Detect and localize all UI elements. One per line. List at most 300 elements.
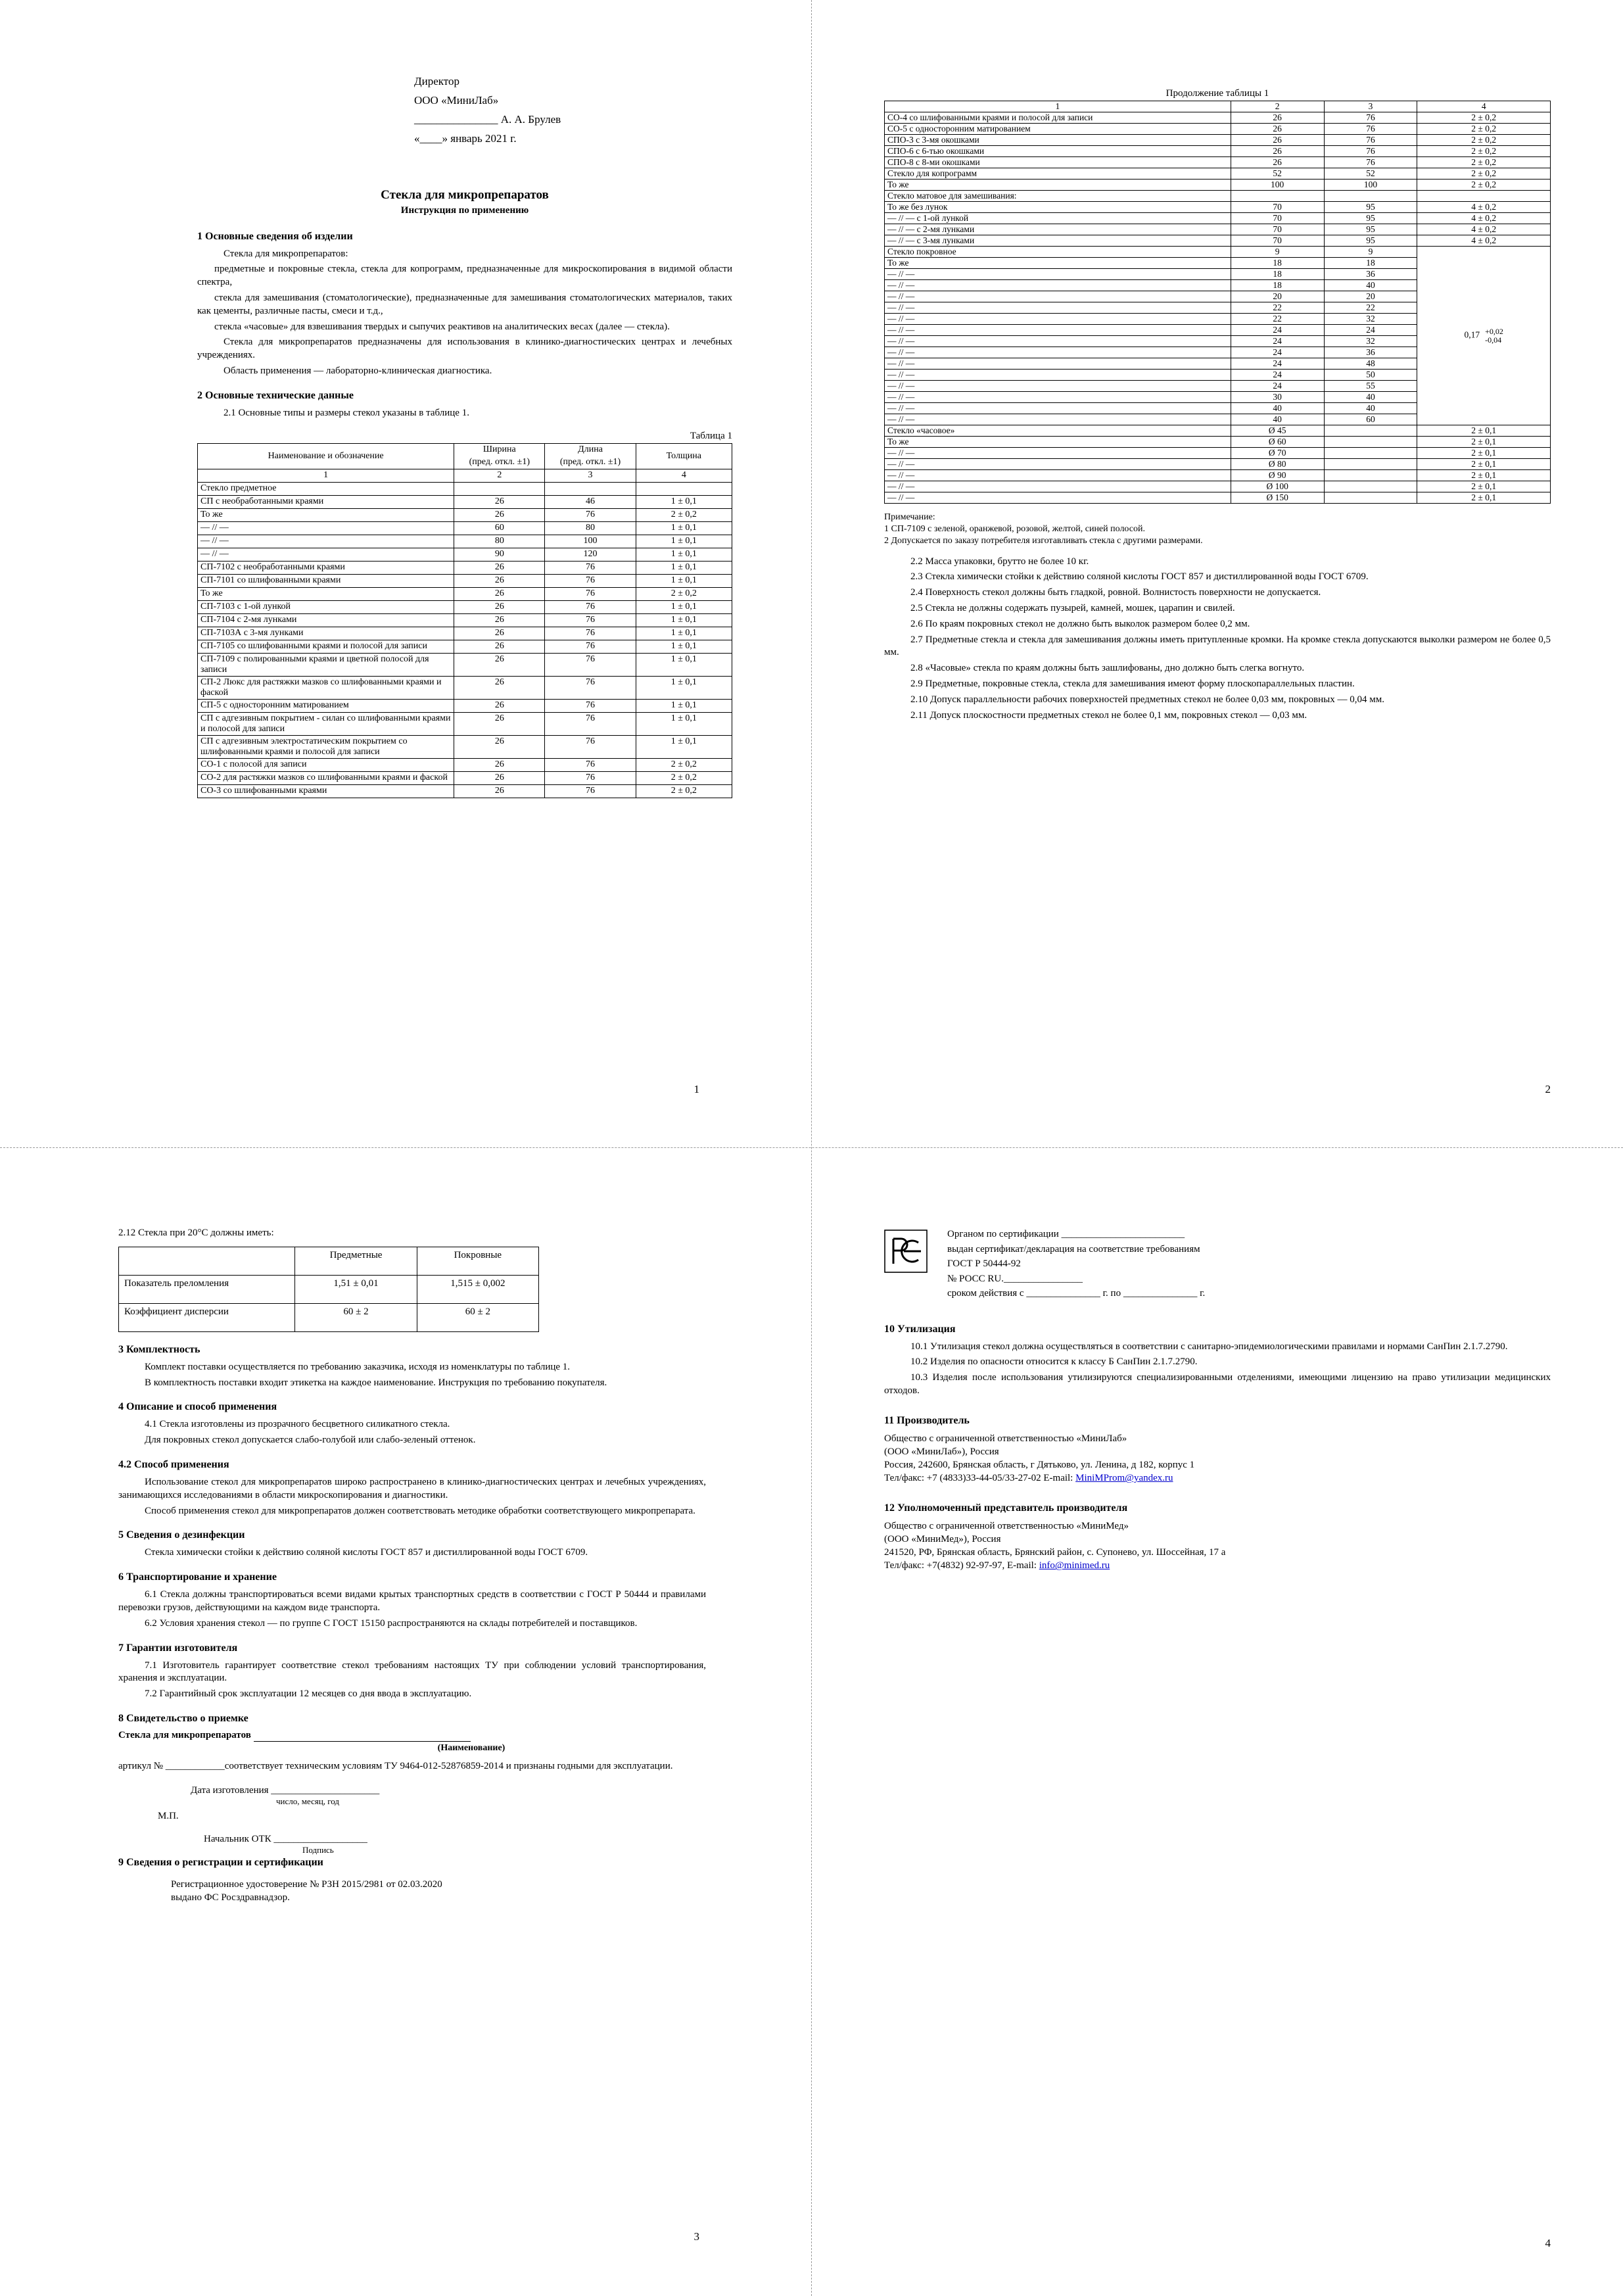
cell-name: СП с адгезивным покрытием - силан со шлифованными краями и полосой для записи xyxy=(198,712,454,735)
manufacturer-line-1: Общество с ограниченной ответственностью «МиниЛаб» xyxy=(884,1433,1127,1444)
cell-width: 24 xyxy=(1231,358,1324,370)
cell-length: 76 xyxy=(545,735,636,758)
section-2-title: 2 Основные технические данные xyxy=(197,389,354,401)
cell-length: 52 xyxy=(1324,168,1417,179)
th-length-2: (пред. откл. ±1) xyxy=(545,456,636,469)
numrow-2: 2 xyxy=(454,469,545,482)
otk-label: Начальник ОТК ___________________ xyxy=(204,1833,367,1844)
cell-length xyxy=(1324,492,1417,504)
cell-width: 26 xyxy=(454,712,545,735)
table-row xyxy=(885,202,1551,213)
cell-length: 46 xyxy=(545,495,636,508)
cell-width: 24 xyxy=(1231,370,1324,381)
cell-name: — // — с 3-мя лунками xyxy=(885,235,1231,247)
table-row xyxy=(198,735,732,758)
page-number-2: 2 xyxy=(1545,1083,1551,1095)
cell-name: — // — xyxy=(885,302,1231,314)
cell-width: 40 xyxy=(1231,414,1324,425)
cell-thickness: 1 ± 0,1 xyxy=(636,653,732,676)
section-12-title: 12 Уполномоченный представитель производителя xyxy=(884,1502,1128,1514)
cell-length: 76 xyxy=(545,712,636,735)
cell-length: 76 xyxy=(1324,146,1417,157)
table-row xyxy=(885,101,1551,112)
cell-name: То же xyxy=(198,508,454,521)
cell-length xyxy=(1324,437,1417,448)
cell-thickness: 2 ± 0,2 xyxy=(636,784,732,798)
cell-name: — // — xyxy=(885,280,1231,291)
cell-thickness: 4 ± 0,2 xyxy=(1417,213,1551,224)
page-4 xyxy=(812,1148,1623,2296)
numrow-4: 4 xyxy=(636,469,732,482)
section-1-para-2: предметные и покровные стекла, стекла для копрограмм, предназначенные для микроскопирования в видимой области спектра, xyxy=(197,264,732,288)
section-1-para-1: Стекла для микропрепаратов: xyxy=(223,248,348,259)
representative-email-link[interactable]: info@minimed.ru xyxy=(1039,1560,1110,1571)
cell-thickness: 2 ± 0,2 xyxy=(636,508,732,521)
section-title: 6 Транспортирование и хранение xyxy=(118,1571,277,1583)
cell-thickness: 2 ± 0,2 xyxy=(1417,146,1551,157)
para-10-2: 10.2 Изделия по опасности относится к классу Б СанПин 2.1.7.2790. xyxy=(910,1356,1198,1368)
cell-length: 120 xyxy=(545,548,636,561)
cell-name: СО-2 для растяжки мазков со шлифованными краями и фаской xyxy=(198,771,454,784)
cell-width: 26 xyxy=(1231,157,1324,168)
table-row xyxy=(119,1303,539,1331)
registration-line-2: выдано ФС Росздравнадзор. xyxy=(171,1892,290,1903)
table-row xyxy=(198,771,732,784)
cell-width: Ø 70 xyxy=(1231,448,1324,459)
header-line-1: Директор xyxy=(414,75,459,87)
cell-width: 26 xyxy=(454,699,545,712)
page2-paragraphs xyxy=(884,556,1551,723)
para-2-11: 2.11 Допуск плоскостности предметных стекол не более 0,1 мм, покровных стекол — 0,03 мм. xyxy=(910,709,1307,721)
page-number-3: 3 xyxy=(694,2230,699,2243)
table-row xyxy=(198,640,732,653)
cell-thickness: 1 ± 0,1 xyxy=(636,735,732,758)
cell-name: СП-7105 со шлифованными краями и полосой для записи xyxy=(198,640,454,653)
section-title: 7 Гарантии изготовителя xyxy=(118,1642,238,1654)
note-title: Примечание: xyxy=(884,512,935,522)
cell-width: Ø 90 xyxy=(1231,470,1324,481)
cell-thickness: 1 ± 0,1 xyxy=(636,561,732,574)
table-1 xyxy=(197,443,732,798)
cell-thickness: 2 ± 0,1 xyxy=(1417,481,1551,492)
cell-name: То же без лунок xyxy=(885,202,1231,213)
cell-length: 36 xyxy=(1324,347,1417,358)
th-empty xyxy=(119,1247,295,1275)
cell-name: — // — xyxy=(885,459,1231,470)
cell-name: СО-1 с полосой для записи xyxy=(198,758,454,771)
section-title: 4 Описание и способ применения xyxy=(118,1401,277,1413)
cell-property: Коэффициент дисперсии xyxy=(119,1303,295,1331)
cell-width: 22 xyxy=(1231,314,1324,325)
section-paragraph: Комплект поставки осуществляется по требованию заказчика, исходя из номенклатуры по таблице 1. xyxy=(145,1361,571,1372)
representative-line-4 xyxy=(884,1559,1551,1572)
cell-name: — // — xyxy=(885,392,1231,403)
table-row xyxy=(885,179,1551,191)
cell-width: 18 xyxy=(1231,280,1324,291)
section-paragraph: Стекла химически стойки к действию соляной кислоты ГОСТ 857 и дистиллированной воды ГОСТ 6709. xyxy=(145,1547,588,1558)
cell-name: — // — xyxy=(885,291,1231,302)
cell-name: — // — xyxy=(198,521,454,535)
table-row xyxy=(198,521,732,535)
cell-length: 32 xyxy=(1324,336,1417,347)
cell-width: Ø 100 xyxy=(1231,481,1324,492)
cell-thickness: 2 ± 0,2 xyxy=(636,758,732,771)
thickness-tolerance-minus: -0,04 xyxy=(1485,335,1502,345)
page-number-4: 4 xyxy=(1545,2237,1551,2249)
representative-phone: Тел/факс: +7(4832) 92-97-97, E-mail: xyxy=(884,1560,1039,1571)
numrow-1: 1 xyxy=(198,469,454,482)
cell-length: 76 xyxy=(545,653,636,676)
acceptance-caption: (Наименование) xyxy=(437,1742,506,1753)
table-row xyxy=(198,600,732,613)
cell-length xyxy=(1324,448,1417,459)
cell-width: 18 xyxy=(1231,269,1324,280)
cell-name: СПО-8 с 8-ми окошками xyxy=(885,157,1231,168)
table1-caption: Таблица 1 xyxy=(690,430,732,441)
cell-length: 76 xyxy=(545,627,636,640)
cell-length: 18 xyxy=(1324,258,1417,269)
cell-width: 24 xyxy=(1231,336,1324,347)
cell-thickness: 1 ± 0,1 xyxy=(636,676,732,699)
cell-name: Стекло «часовое» xyxy=(885,425,1231,437)
cell-width: 26 xyxy=(454,758,545,771)
representative-line-1: Общество с ограниченной ответственностью «МиниМед» xyxy=(884,1520,1129,1531)
cell-thickness: 4 ± 0,2 xyxy=(1417,235,1551,247)
section-paragraph: Способ применения стекол для микропрепаратов должен соответствовать методике обработки соответствующего микропрепарата. xyxy=(145,1505,695,1516)
cell-thickness: 1 ± 0,1 xyxy=(636,548,732,561)
note-2: 2 Допускается по заказу потребителя изготавливать стекла с другими размерами. xyxy=(884,536,1203,546)
table-row xyxy=(198,574,732,587)
cell-name: — // — xyxy=(885,414,1231,425)
cell-length: 76 xyxy=(545,758,636,771)
cell-length: 76 xyxy=(545,508,636,521)
cell-thickness: 1 ± 0,1 xyxy=(636,495,732,508)
cell-width: 70 xyxy=(1231,213,1324,224)
cell-width: 9 xyxy=(1231,247,1324,258)
table-row xyxy=(885,247,1551,258)
section-1-para-5: Стекла для микропрепаратов предназначены для использования в клинико-диагностических центрах и лечебных учреждениях. xyxy=(197,337,732,361)
table1-cont-caption: Продолжение таблицы 1 xyxy=(1165,88,1269,99)
table-row xyxy=(885,425,1551,437)
cell-thickness: 2 ± 0,2 xyxy=(1417,157,1551,168)
cell-length: 55 xyxy=(1324,381,1417,392)
table-row xyxy=(885,191,1551,202)
table-row xyxy=(198,469,732,482)
cell-length: 76 xyxy=(545,784,636,798)
table-row xyxy=(198,613,732,627)
cell-length: 9 xyxy=(1324,247,1417,258)
cell-length: 76 xyxy=(1324,135,1417,146)
table-notes xyxy=(884,512,1551,548)
cell-name: — // — xyxy=(885,269,1231,280)
cell-length xyxy=(1324,191,1417,202)
cell-thickness xyxy=(636,482,732,495)
cell-width: 26 xyxy=(454,627,545,640)
cell-width: 18 xyxy=(1231,258,1324,269)
manufacturer-line-4 xyxy=(884,1471,1551,1485)
table-row xyxy=(198,712,732,735)
th-name: Наименование и обозначение xyxy=(198,443,454,469)
cell-thickness: 1 ± 0,1 xyxy=(636,712,732,735)
cell-length: 100 xyxy=(1324,179,1417,191)
cell-name: — // — xyxy=(885,381,1231,392)
cell-name: — // — с 2-мя лунками xyxy=(885,224,1231,235)
cell-width: Ø 45 xyxy=(1231,425,1324,437)
cell-length: 76 xyxy=(545,676,636,699)
page-1 xyxy=(0,0,811,1147)
para-2-3: 2.3 Стекла химически стойки к действию соляной кислоты ГОСТ 857 и дистиллированной воды ГОСТ 6709. xyxy=(910,571,1369,583)
para-2-2: 2.2 Масса упаковки, брутто не более 10 кг. xyxy=(910,556,1089,567)
cell-width: 26 xyxy=(454,784,545,798)
section-11-title: 11 Производитель xyxy=(884,1414,970,1426)
table-row xyxy=(198,561,732,574)
numrow-1: 1 xyxy=(885,101,1231,112)
table-row xyxy=(885,124,1551,135)
table-row xyxy=(198,443,732,456)
cell-name: — // — xyxy=(885,325,1231,336)
cell-name: — // — xyxy=(885,314,1231,325)
cell-predmetnye: 60 ± 2 xyxy=(295,1303,417,1331)
cell-width: 26 xyxy=(454,508,545,521)
cell-name: СП-7102 с необработанными краями xyxy=(198,561,454,574)
table-row xyxy=(885,470,1551,481)
para-2-5: 2.5 Стекла не должны содержать пузырей, камней, мошек, царапин и свилей. xyxy=(910,602,1235,613)
page-3 xyxy=(0,1148,811,2296)
cell-length: 95 xyxy=(1324,202,1417,213)
table-row xyxy=(885,146,1551,157)
page-2 xyxy=(812,0,1623,1147)
table-row xyxy=(198,784,732,798)
cell-name: — // — xyxy=(198,535,454,548)
table-row xyxy=(198,548,732,561)
table-row xyxy=(198,482,732,495)
signature-header xyxy=(414,72,732,149)
th-thickness: Толщина xyxy=(636,443,732,469)
table-row xyxy=(885,492,1551,504)
table-row xyxy=(885,213,1551,224)
cell-length: 80 xyxy=(545,521,636,535)
cell-thickness: 1 ± 0,1 xyxy=(636,574,732,587)
section-paragraph: 6.2 Условия хранения стекол — по группе С ГОСТ 15150 распространяются на склады потребителей и поставщиков. xyxy=(145,1617,638,1629)
cell-length xyxy=(1324,470,1417,481)
manufacturer-block xyxy=(884,1432,1551,1485)
otk-sublabel: Подпись xyxy=(302,1844,334,1855)
para-2-7: 2.7 Предметные стекла и стекла для замешивания должны иметь притупленные кромки. На кромке стекла допускаются выколки размером не более 0,5 мм. xyxy=(884,634,1551,658)
table-row xyxy=(198,699,732,712)
cell-name: То же xyxy=(885,179,1231,191)
cert-line-5: сроком действия с _______________ г. по _______________ г. xyxy=(947,1288,1206,1299)
representative-line-2: (ООО «МиниМед»), Россия xyxy=(884,1533,1001,1544)
cell-name: СП с адгезивным электростатическим покрытием со шлифованными краями и полосой для записи xyxy=(198,735,454,758)
cell-length: 95 xyxy=(1324,213,1417,224)
cell-thickness: 1 ± 0,1 xyxy=(636,535,732,548)
acceptance-signature-line xyxy=(254,1730,471,1742)
cell-length: 76 xyxy=(545,613,636,627)
cell-name: СП с необработанными краями xyxy=(198,495,454,508)
cell-thickness: 1 ± 0,1 xyxy=(636,627,732,640)
cell-name: Стекло покровное xyxy=(885,247,1231,258)
cell-name: Стекло предметное xyxy=(198,482,454,495)
representative-block xyxy=(884,1519,1551,1573)
table-row xyxy=(119,1247,539,1275)
cell-width: 24 xyxy=(1231,325,1324,336)
cell-length: 76 xyxy=(1324,112,1417,124)
date-block xyxy=(191,1785,706,1807)
cell-length: 60 xyxy=(1324,414,1417,425)
header-line-3: _______________ А. А. Брулев xyxy=(414,112,561,126)
cell-length: 40 xyxy=(1324,392,1417,403)
cell-width: 26 xyxy=(454,561,545,574)
cell-name: Стекло для копрограмм xyxy=(885,168,1231,179)
cell-name: СП-7101 со шлифованными краями xyxy=(198,574,454,587)
table-row xyxy=(198,758,732,771)
cert-line-4: № РОСС RU.________________ xyxy=(947,1273,1083,1284)
cell-width: 26 xyxy=(1231,112,1324,124)
cell-length: 95 xyxy=(1324,224,1417,235)
table-row xyxy=(198,653,732,676)
section-paragraph: 7.1 Изготовитель гарантирует соответствие стекол требованиям настоящих ТУ при соблюдении условий транспортирования, хранения и эксплуатации. xyxy=(118,1660,706,1684)
cell-name: — // — с 1-ой лункой xyxy=(885,213,1231,224)
cell-length: 76 xyxy=(545,587,636,600)
cell-thickness: 2 ± 0,2 xyxy=(1417,135,1551,146)
section-8-title: 8 Свидетельство о приемке xyxy=(118,1712,248,1724)
cell-name: — // — xyxy=(198,548,454,561)
cell-width: 26 xyxy=(454,613,545,627)
cell-width: 70 xyxy=(1231,202,1324,213)
cell-thickness: 2 ± 0,2 xyxy=(1417,112,1551,124)
cell-width: 24 xyxy=(1231,347,1324,358)
th-length-1: Длина xyxy=(545,443,636,456)
cell-pokrovnye: 60 ± 2 xyxy=(417,1303,538,1331)
cell-thickness: 2 ± 0,1 xyxy=(1417,437,1551,448)
cell-width: 26 xyxy=(1231,146,1324,157)
cell-name: СП-2 Люкс для растяжки мазков со шлифованными краями и фаской xyxy=(198,676,454,699)
cell-thickness xyxy=(1417,191,1551,202)
cell-length: 76 xyxy=(545,600,636,613)
cell-length: 100 xyxy=(545,535,636,548)
cell-thickness: 2 ± 0,1 xyxy=(1417,492,1551,504)
page3-sections xyxy=(118,1344,706,1701)
cell-length: 76 xyxy=(545,699,636,712)
rst-certification-icon xyxy=(884,1230,928,1273)
cell-name: — // — xyxy=(885,448,1231,459)
section-paragraph: Использование стекол для микропрепаратов широко распространено в клинико-диагностических центрах и лечебных учреждениях, занимающихся исследованиями в области микроскопирования и диагностики. xyxy=(118,1476,706,1500)
cell-thickness: 2 ± 0,1 xyxy=(1417,459,1551,470)
cell-width: 80 xyxy=(454,535,545,548)
table-row xyxy=(885,157,1551,168)
cell-length: 76 xyxy=(545,561,636,574)
para-2-4: 2.4 Поверхность стекол должны быть гладкой, ровной. Волнистость поверхности не допускается. xyxy=(910,587,1321,598)
cell-width: 70 xyxy=(1231,235,1324,247)
cell-length: 32 xyxy=(1324,314,1417,325)
cell-thickness: 2 ± 0,2 xyxy=(1417,179,1551,191)
cell-width: 22 xyxy=(1231,302,1324,314)
table-row xyxy=(885,459,1551,470)
registration-block xyxy=(171,1878,706,1905)
cell-property: Показатель преломления xyxy=(119,1275,295,1303)
cell-length: 48 xyxy=(1324,358,1417,370)
section-1-para-4: стекла «часовые» для взвешивания твердых и сыпучих реактивов на аналитических весах (далее — стекла). xyxy=(214,321,670,332)
cell-thickness: 1 ± 0,1 xyxy=(636,699,732,712)
cell-thickness: 2 ± 0,1 xyxy=(1417,425,1551,437)
para-10-1: 10.1 Утилизация стекол должна осуществляться в соответствии с санитарно-эпидемиологическими правилами и нормами СанПин 2.1.7.2790. xyxy=(910,1341,1508,1352)
cell-width: 26 xyxy=(454,676,545,699)
cell-predmetnye: 1,51 ± 0,01 xyxy=(295,1275,417,1303)
cell-name: — // — xyxy=(885,370,1231,381)
representative-line-3: 241520, РФ, Брянская область, Брянский район, с. Супонево, ул. Шоссейная, 17 а xyxy=(884,1547,1226,1558)
cell-length: 20 xyxy=(1324,291,1417,302)
section-title: 5 Сведения о дезинфекции xyxy=(118,1529,245,1541)
table-1-continued xyxy=(884,101,1551,504)
cell-name: — // — xyxy=(885,358,1231,370)
cell-thickness: 2 ± 0,1 xyxy=(1417,470,1551,481)
th-width-2: (пред. откл. ±1) xyxy=(454,456,545,469)
cell-name: — // — xyxy=(885,403,1231,414)
table-row xyxy=(198,535,732,548)
cell-name: СП-7103А с 3-мя лунками xyxy=(198,627,454,640)
header-line-4: «____» январь 2021 г. xyxy=(414,132,517,145)
cell-length xyxy=(1324,425,1417,437)
cell-width: 30 xyxy=(1231,392,1324,403)
th-pokrovnye: Покровные xyxy=(417,1247,538,1275)
section-paragraph: В комплектность поставки входит этикетка на каждое наименование. Инструкция по требованию покупателя. xyxy=(145,1377,607,1388)
cell-length: 24 xyxy=(1324,325,1417,336)
cell-name: СПО-6 с 6-тью окошками xyxy=(885,146,1231,157)
section-2-para-1: 2.1 Основные типы и размеры стекол указаны в таблице 1. xyxy=(223,407,469,418)
cell-width: Ø 150 xyxy=(1231,492,1324,504)
mp-label: М.П. xyxy=(158,1810,179,1821)
cell-name: СО-5 с односторонним матированием xyxy=(885,124,1231,135)
section-paragraph: 6.1 Стекла должны транспортироваться всеми видами крытых транспортных средств в соответствии с ГОСТ Р 50444 и правилами перевозки грузов, действующими на каждом виде транспорта. xyxy=(118,1589,706,1613)
cell-width: 26 xyxy=(454,735,545,758)
cell-width xyxy=(1231,191,1324,202)
cell-length: 76 xyxy=(545,640,636,653)
cell-thickness-merged xyxy=(1417,247,1551,425)
acceptance-article: артикул № ____________соответствует техническим условиям ТУ 9464-012-52876859-2014 и признаны годными для эксплуатации. xyxy=(118,1760,673,1771)
cell-length: 50 xyxy=(1324,370,1417,381)
manufacturer-phone: Тел/факс: +7 (4833)33-44-05/33-27-02 E-mail: xyxy=(884,1473,1076,1484)
section-9-title: 9 Сведения о регистрации и сертификации xyxy=(118,1856,323,1868)
cell-width: 60 xyxy=(454,521,545,535)
cell-name: СО-4 со шлифованными краями и полосой для записи xyxy=(885,112,1231,124)
table-row xyxy=(885,235,1551,247)
table-row xyxy=(885,112,1551,124)
cell-width: 20 xyxy=(1231,291,1324,302)
cell-length: 76 xyxy=(545,771,636,784)
cell-width: 40 xyxy=(1231,403,1324,414)
cell-name: — // — xyxy=(885,481,1231,492)
section-paragraph: 4.1 Стекла изготовлены из прозрачного бесцветного силикатного стекла. xyxy=(145,1419,450,1430)
section-1-para-3: стекла для замешивания (стоматологические), предназначенные для замешивания стоматологических материалов, таких как цементы, различные пасты, смеси и т.д., xyxy=(197,292,732,316)
table-row xyxy=(885,224,1551,235)
cell-width: 24 xyxy=(1231,381,1324,392)
table-row xyxy=(885,168,1551,179)
numrow-3: 3 xyxy=(545,469,636,482)
cell-length: 40 xyxy=(1324,280,1417,291)
date-label: Дата изготовления ______________________ xyxy=(191,1784,380,1796)
cert-line-2: выдан сертификат/декларация на соответствие требованиям xyxy=(947,1243,1200,1255)
numrow-3: 3 xyxy=(1324,101,1417,112)
para-2-8: 2.8 «Часовые» стекла по краям должны быть зашлифованы, дно должно быть слегка вогнуто. xyxy=(910,663,1305,674)
document-title: Стекла для микропрепаратов xyxy=(381,187,549,202)
cell-width: 26 xyxy=(454,771,545,784)
manufacturer-line-2: (ООО «МиниЛаб»), Россия xyxy=(884,1446,999,1457)
cell-thickness: 1 ± 0,1 xyxy=(636,613,732,627)
manufacturer-email-link[interactable]: MiniMProm@yandex.ru xyxy=(1075,1473,1173,1484)
table-row xyxy=(198,508,732,521)
cell-width: 100 xyxy=(1231,179,1324,191)
cell-thickness: 2 ± 0,2 xyxy=(1417,124,1551,135)
